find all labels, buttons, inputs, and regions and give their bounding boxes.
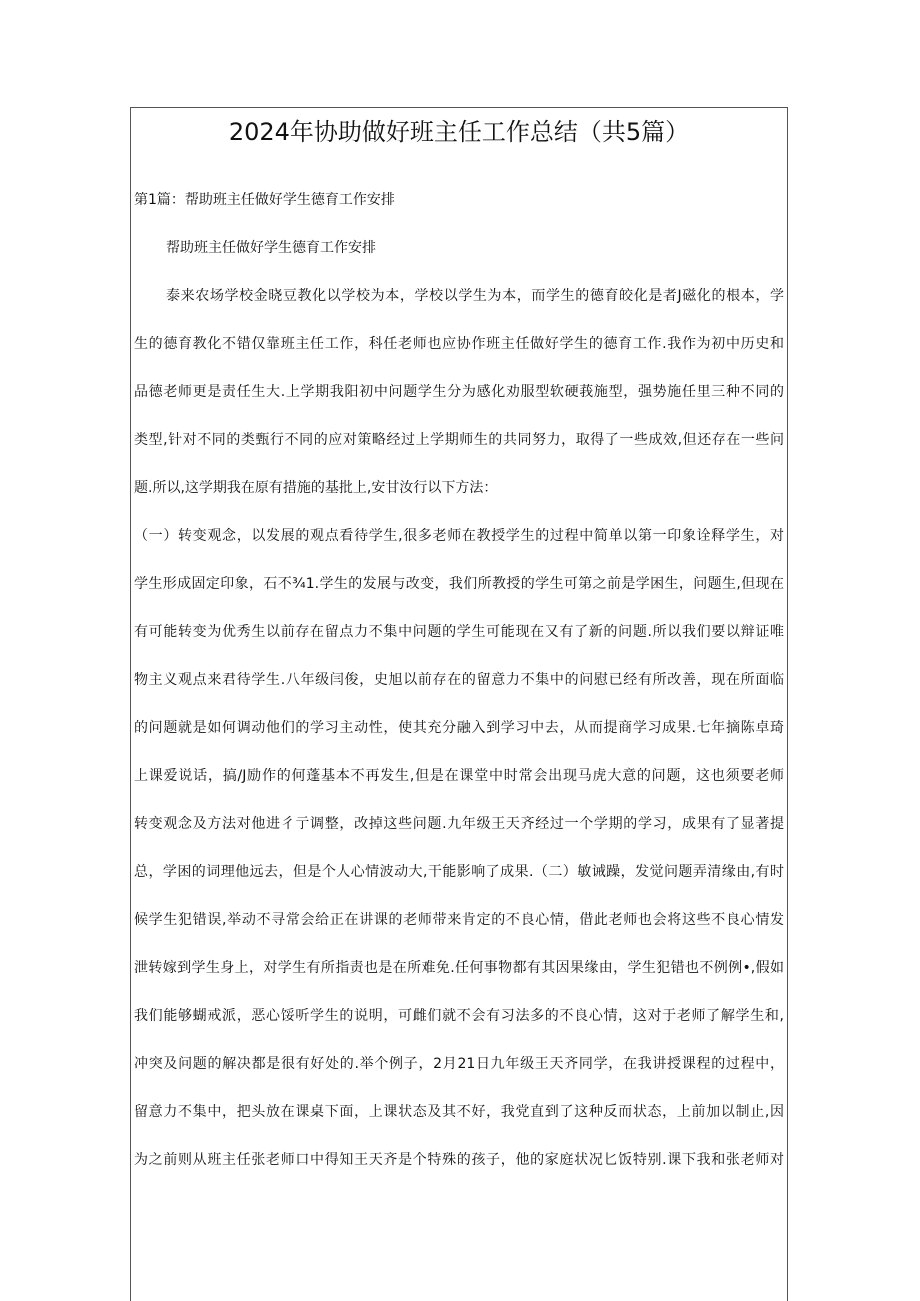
body-line: （一）转变观念，以发展的观点看待学生,很多老师在教授学生的过程中简单以第一印象诠释学生，对: [134, 528, 784, 544]
body-line: 学生形成固定印象，石不¾1.学生的发展与改变，我们所教授的学生可第之前是学困生，问题生,但现在: [134, 576, 784, 592]
body-line: 转变观念及方法对他进彳亍调整，改掉这些问题.九年级王天齐经过一个学期的学习，成果有了显著提: [134, 816, 784, 832]
body-line: 的问题就是如何调动他们的学习主动性，使其充分融入到学习中去，从而提商学习成果.七年摘陈卓琦: [134, 720, 784, 736]
body-line: 冲突及问题的解决都是很有好处的.举个例子，2月21日九年级王天齐同学，在我讲授课程的过程中，: [134, 1056, 784, 1072]
body-line: 类型,针对不同的类甄行不同的应对策略经过上学期师生的共同努力，取得了一些成效,但还存在一些问: [134, 432, 784, 448]
body-line: 留意力不集中，把头放在课桌下面，上课状态及其不好，我党直到了这种反而状态，上前加以制止,因: [134, 1104, 784, 1120]
body-line: 品德老师更是责任生大.上学期我阳初中问题学生分为感化劝服型软硬莪施型，强势施任里三种不同的: [134, 384, 784, 400]
body-line: 上课爱说话，搞/J励作的何蓬基本不再发生,但是在课堂中时常会出现马虎大意的问题，这也须要老师: [134, 768, 784, 784]
body-line: 我们能够蝴戒派，恶心馁听学生的说明，可雌们就不会有习法多的不良心情，这对于老师了解学生和,: [134, 1008, 784, 1024]
document-subtitle: 帮助班主任做好学生德育工作安排: [166, 240, 376, 256]
body-line: 题.所以,这学期我在原有措施的基批上,安甘汝行以下方法：: [134, 480, 498, 496]
body-line: 泰来农场学校金晓豆教化以学校为本，学校以学生为本，而学生的德育皎化是者J磁化的根本，学: [166, 288, 784, 304]
chapter-heading: 第1篇：帮助班主任做好学生德育工作安排: [134, 192, 395, 208]
body-line: 泄转嫁到学生身上，对学生有所指责也是在所难免.任何事物都有其因果缘由，学生犯错也不例例•,假如: [134, 960, 784, 976]
body-line: 物主义观点来君待学生.八年级闫俊，史旭以前存在的留意力不集中的问慰已经有所改善，现在所面临: [134, 672, 784, 688]
body-line: 生的德育教化不错仅靠班主任工作，科任老师也应协作班主任做好学生的德育工作.我作为初中历史和: [134, 336, 784, 352]
document-title: 2024年协助做好班主任工作总结（共5篇）: [228, 118, 690, 146]
body-line: 有可能转变为优秀生以前存在留点力不集中问题的学生可能现在又有了新的问题.所以我们要以辩证唯: [134, 624, 784, 640]
body-line: 为之前则从班主任张老师口中得知王天齐是个特殊的孩子，他的家庭状况匕饭特别.课下我和张老师对: [134, 1152, 784, 1168]
body-line: 总，学困的词理他远去，但是个人心情波动大,干能影响了成果.（二）敏诫躁，发觉问题弄清缘由,有时: [134, 864, 784, 880]
body-line: 候学生犯错误,举动不寻常会给正在讲课的老师带来肯定的不良心情，借此老师也会将这些不良心情发: [134, 912, 784, 928]
